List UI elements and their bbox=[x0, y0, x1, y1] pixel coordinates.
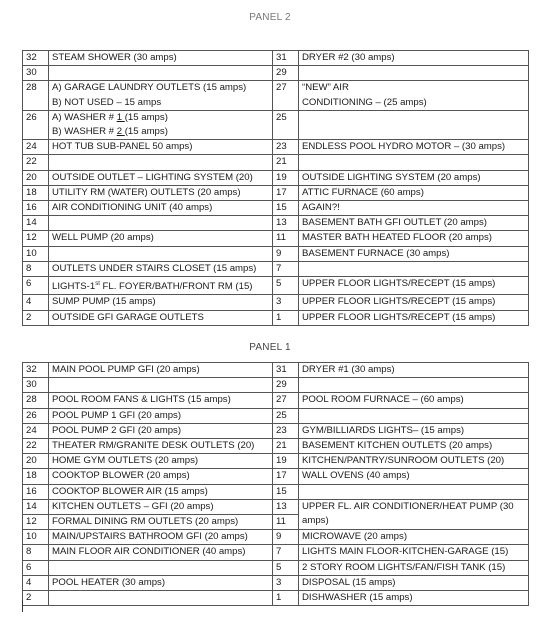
circuit-label-right bbox=[299, 408, 529, 423]
circuit-label-line: LIGHTS-1st FL. FOYER/BATH/FRONT RM (15) bbox=[52, 281, 253, 293]
circuit-number-left: 10 bbox=[23, 246, 49, 261]
circuit-label-right bbox=[299, 140, 529, 155]
circuit-label-right bbox=[299, 591, 529, 606]
circuit-number-left: 4 bbox=[23, 295, 49, 310]
circuit-label-left bbox=[49, 560, 273, 575]
circuit-label-left bbox=[49, 575, 273, 590]
circuit-label-left bbox=[49, 484, 273, 499]
circuit-number-right: 13 bbox=[273, 499, 299, 514]
circuit-number-left: 20 bbox=[23, 170, 49, 185]
circuit-number-left: 2 bbox=[23, 591, 49, 606]
table-row bbox=[23, 201, 529, 216]
table-row bbox=[23, 530, 529, 545]
circuit-label-line: B) NOT USED – 15 amps bbox=[52, 96, 162, 108]
circuit-number-right: 17 bbox=[273, 185, 299, 200]
circuit-label-line: DISHWASHER (15 amps) bbox=[302, 592, 413, 604]
circuit-label-line: AIR CONDITIONING UNIT (40 amps) bbox=[52, 202, 213, 214]
circuit-number-left: 18 bbox=[23, 185, 49, 200]
circuit-number-left: 12 bbox=[23, 231, 49, 246]
circuit-label-line: LIGHTS MAIN FLOOR-KITCHEN-GARAGE (15) bbox=[302, 546, 509, 558]
table-row bbox=[23, 393, 529, 408]
circuit-label-left bbox=[49, 454, 273, 469]
circuit-label-right bbox=[299, 560, 529, 575]
table-row bbox=[23, 469, 529, 484]
table-row bbox=[23, 295, 529, 310]
circuit-label-right bbox=[299, 201, 529, 216]
circuit-number-right: 23 bbox=[273, 423, 299, 438]
circuit-number-right: 7 bbox=[273, 261, 299, 276]
circuit-label-line: UPPER FLOOR LIGHTS/RECEPT (15 amps) bbox=[302, 278, 496, 290]
circuit-label-line: THEATER RM/GRANITE DESK OUTLETS (20) bbox=[52, 440, 255, 452]
circuit-label-line: FORMAL DINING RM OUTLETS (20 amps) bbox=[52, 516, 239, 528]
circuit-label-right bbox=[299, 295, 529, 310]
table-row bbox=[23, 231, 529, 246]
circuit-label-left bbox=[49, 170, 273, 185]
circuit-label-right bbox=[299, 216, 529, 231]
circuit-number-right: 29 bbox=[273, 378, 299, 393]
circuit-label-line bbox=[52, 561, 272, 575]
table-row bbox=[23, 423, 529, 438]
circuit-label-left bbox=[49, 216, 273, 231]
circuit-number-left: 8 bbox=[23, 261, 49, 276]
circuit-label-line: A) WASHER # 1 (15 amps) bbox=[52, 111, 168, 123]
table-row bbox=[23, 575, 529, 590]
circuit-label-line: POOL PUMP 2 GFI (20 amps) bbox=[52, 424, 182, 436]
circuit-number-left: 20 bbox=[23, 454, 49, 469]
table-row bbox=[23, 378, 529, 393]
circuit-label-line bbox=[302, 378, 528, 392]
circuit-label-line: OUTLETS UNDER STAIRS CLOSET (15 amps) bbox=[52, 262, 257, 274]
circuit-number-right: 9 bbox=[273, 246, 299, 261]
circuit-label-line bbox=[302, 155, 528, 169]
circuit-label-right bbox=[299, 231, 529, 246]
panel-1-table bbox=[22, 362, 529, 606]
circuit-number-left: 4 bbox=[23, 575, 49, 590]
circuit-label-left bbox=[49, 277, 273, 295]
circuit-label-line bbox=[52, 247, 272, 261]
circuit-label-line bbox=[52, 378, 272, 392]
circuit-label-left bbox=[49, 140, 273, 155]
circuit-number-left: 2 bbox=[23, 310, 49, 325]
circuit-label-line: UPPER FLOOR LIGHTS/RECEPT (15 amps) bbox=[302, 311, 496, 323]
circuit-label-right bbox=[299, 439, 529, 454]
circuit-number-right: 27 bbox=[273, 393, 299, 408]
circuit-label-left bbox=[49, 515, 273, 530]
circuit-label-line: HOT TUB SUB-PANEL 50 amps) bbox=[52, 141, 193, 153]
circuit-label-left bbox=[49, 363, 273, 378]
circuit-label-right bbox=[299, 393, 529, 408]
circuit-number-right: 3 bbox=[273, 575, 299, 590]
circuit-label-right bbox=[299, 469, 529, 484]
circuit-label-line: GYM/BILLIARDS LIGHTS– (15 amps) bbox=[302, 424, 465, 436]
circuit-label-line: “NEW” AIR bbox=[302, 82, 349, 94]
circuit-label-line: MASTER BATH HEATED FLOOR (20 amps) bbox=[302, 232, 492, 244]
circuit-number-right: 13 bbox=[273, 216, 299, 231]
circuit-label-line: COOKTOP BLOWER AIR (15 amps) bbox=[52, 485, 208, 497]
circuit-number-right: 31 bbox=[273, 51, 299, 66]
circuit-number-right: 23 bbox=[273, 140, 299, 155]
circuit-number-left: 16 bbox=[23, 484, 49, 499]
table-row bbox=[23, 310, 529, 325]
circuit-label-right bbox=[299, 378, 529, 393]
circuit-label-line: BASEMENT BATH GFI OUTLET (20 amps) bbox=[302, 217, 487, 229]
circuit-label-right bbox=[299, 484, 529, 499]
circuit-label-left bbox=[49, 51, 273, 66]
circuit-label-left bbox=[49, 110, 273, 139]
circuit-number-right: 5 bbox=[273, 277, 299, 295]
table-row bbox=[23, 81, 529, 110]
panel-2-title: PANEL 2 bbox=[249, 12, 291, 23]
circuit-number-left: 14 bbox=[23, 499, 49, 514]
circuit-number-left: 26 bbox=[23, 408, 49, 423]
table-row bbox=[23, 484, 529, 499]
circuit-number-right: 1 bbox=[273, 310, 299, 325]
circuit-label-line bbox=[302, 111, 528, 125]
circuit-label-right bbox=[299, 310, 529, 325]
circuit-label-right bbox=[299, 51, 529, 66]
circuit-label-line bbox=[52, 591, 272, 605]
circuit-label-line: STEAM SHOWER (30 amps) bbox=[52, 52, 177, 63]
circuit-label-line bbox=[52, 66, 272, 80]
circuit-label-right bbox=[299, 170, 529, 185]
circuit-number-right: 19 bbox=[273, 170, 299, 185]
circuit-number-right: 21 bbox=[273, 439, 299, 454]
table-row bbox=[23, 155, 529, 170]
circuit-number-right: 9 bbox=[273, 530, 299, 545]
circuit-number-right: 25 bbox=[273, 110, 299, 139]
circuit-label-line bbox=[52, 155, 272, 169]
table-row bbox=[23, 51, 529, 66]
circuit-label-right bbox=[299, 66, 529, 81]
circuit-label-right bbox=[299, 246, 529, 261]
circuit-label-line bbox=[302, 409, 528, 423]
circuit-label-line: CONDITIONING – (25 amps) bbox=[302, 96, 427, 108]
circuit-number-right: 21 bbox=[273, 155, 299, 170]
circuit-label-line: KITCHEN/PANTRY/SUNROOM OUTLETS (20) bbox=[302, 455, 505, 467]
circuit-label-line: amps) bbox=[302, 515, 329, 527]
circuit-number-left: 8 bbox=[23, 545, 49, 560]
circuit-label-right bbox=[299, 454, 529, 469]
circuit-label-line bbox=[52, 216, 272, 230]
circuit-label-line: UPPER FL. AIR CONDITIONER/HEAT PUMP (30 bbox=[302, 500, 514, 512]
circuit-label-left bbox=[49, 261, 273, 276]
circuit-number-right: 27 bbox=[273, 81, 299, 110]
circuit-label-left bbox=[49, 231, 273, 246]
circuit-number-right: 17 bbox=[273, 469, 299, 484]
circuit-label-line: MAIN FLOOR AIR CONDITIONER (40 amps) bbox=[52, 546, 246, 558]
circuit-label-right bbox=[299, 499, 529, 529]
table-row bbox=[23, 560, 529, 575]
circuit-number-left: 30 bbox=[23, 378, 49, 393]
circuit-label-left bbox=[49, 295, 273, 310]
circuit-label-line: POOL ROOM FANS & LIGHTS (15 amps) bbox=[52, 394, 231, 406]
circuit-number-right: 5 bbox=[273, 560, 299, 575]
circuit-label-line: UTILITY RM (WATER) OUTLETS (20 amps) bbox=[52, 186, 241, 198]
circuit-label-left bbox=[49, 408, 273, 423]
circuit-number-left: 28 bbox=[23, 393, 49, 408]
circuit-label-left bbox=[49, 66, 273, 81]
circuit-label-right bbox=[299, 575, 529, 590]
circuit-label-line: BASEMENT FURNACE (30 amps) bbox=[302, 247, 450, 259]
table-row bbox=[23, 439, 529, 454]
circuit-label-right bbox=[299, 545, 529, 560]
circuit-label-line: MAIN POOL PUMP GFI (20 amps) bbox=[52, 364, 200, 375]
panel-2-table bbox=[22, 50, 529, 326]
circuit-label-line: WELL PUMP (20 amps) bbox=[52, 232, 154, 244]
panel-1-title: PANEL 1 bbox=[249, 342, 291, 353]
circuit-label-line: POOL HEATER (30 amps) bbox=[52, 576, 166, 588]
circuit-number-right: 15 bbox=[273, 484, 299, 499]
circuit-label-left bbox=[49, 439, 273, 454]
circuit-label-left bbox=[49, 530, 273, 545]
circuit-number-left: 10 bbox=[23, 530, 49, 545]
table-row bbox=[23, 140, 529, 155]
circuit-label-right bbox=[299, 110, 529, 139]
circuit-label-left bbox=[49, 393, 273, 408]
circuit-label-right bbox=[299, 277, 529, 295]
circuit-label-line bbox=[302, 66, 528, 80]
circuit-label-right bbox=[299, 81, 529, 110]
text-cursor bbox=[22, 600, 23, 612]
table-row bbox=[23, 216, 529, 231]
table-row bbox=[23, 277, 529, 295]
table-row bbox=[23, 261, 529, 276]
table-row bbox=[23, 499, 529, 514]
circuit-label-line: UPPER FLOOR LIGHTS/RECEPT (15 amps) bbox=[302, 296, 496, 308]
circuit-number-left: 22 bbox=[23, 155, 49, 170]
circuit-label-line: HOME GYM OUTLETS (20 amps) bbox=[52, 455, 199, 467]
circuit-label-left bbox=[49, 378, 273, 393]
circuit-label-line: POOL PUMP 1 GFI (20 amps) bbox=[52, 409, 182, 421]
circuit-number-right: 11 bbox=[273, 515, 299, 530]
circuit-label-left bbox=[49, 310, 273, 325]
circuit-label-line: A) GARAGE LAUNDRY OUTLETS (15 amps) bbox=[52, 82, 247, 94]
circuit-label-left bbox=[49, 499, 273, 514]
circuit-label-line: KITCHEN OUTLETS – GFI (20 amps) bbox=[52, 500, 214, 512]
table-row bbox=[23, 185, 529, 200]
circuit-label-line: ENDLESS POOL HYDRO MOTOR – (30 amps) bbox=[302, 141, 506, 153]
circuit-label-line: MAIN/UPSTAIRS BATHROOM GFI (20 amps) bbox=[52, 531, 248, 543]
circuit-number-left: 12 bbox=[23, 515, 49, 530]
circuit-label-right bbox=[299, 363, 529, 378]
table-row bbox=[23, 66, 529, 81]
circuit-label-line bbox=[302, 262, 528, 276]
circuit-label-left bbox=[49, 469, 273, 484]
circuit-label-left bbox=[49, 81, 273, 110]
circuit-label-left bbox=[49, 201, 273, 216]
circuit-label-left bbox=[49, 423, 273, 438]
circuit-number-right: 3 bbox=[273, 295, 299, 310]
circuit-number-left: 22 bbox=[23, 439, 49, 454]
circuit-label-line: B) WASHER # 2 (15 amps) bbox=[52, 126, 168, 138]
circuit-label-line: DRYER #1 (30 amps) bbox=[302, 364, 395, 375]
circuit-number-left: 32 bbox=[23, 363, 49, 378]
circuit-number-right: 15 bbox=[273, 201, 299, 216]
circuit-number-left: 24 bbox=[23, 140, 49, 155]
circuit-label-line: SUMP PUMP (15 amps) bbox=[52, 296, 156, 308]
circuit-number-left: 24 bbox=[23, 423, 49, 438]
circuit-label-line: OUTSIDE GFI GARAGE OUTLETS bbox=[52, 311, 204, 323]
circuit-number-left: 28 bbox=[23, 81, 49, 110]
circuit-label-line: MICROWAVE (20 amps) bbox=[302, 531, 408, 543]
circuit-number-right: 25 bbox=[273, 408, 299, 423]
circuit-label-line: ATTIC FURNACE (60 amps) bbox=[302, 186, 424, 198]
circuit-label-line: DRYER #2 (30 amps) bbox=[302, 52, 395, 63]
circuit-label-line: WALL OVENS (40 amps) bbox=[302, 470, 410, 482]
circuit-number-left: 18 bbox=[23, 469, 49, 484]
circuit-label-line: COOKTOP BLOWER (20 amps) bbox=[52, 470, 190, 482]
circuit-label-line: BASEMENT KITCHEN OUTLETS (20 amps) bbox=[302, 440, 493, 452]
circuit-label-right bbox=[299, 530, 529, 545]
table-row bbox=[23, 170, 529, 185]
circuit-label-line: AGAIN?! bbox=[302, 202, 340, 214]
circuit-label-line: POOL ROOM FURNACE – (60 amps) bbox=[302, 394, 464, 406]
table-row bbox=[23, 454, 529, 469]
circuit-label-right bbox=[299, 423, 529, 438]
circuit-label-line: OUTSIDE LIGHTING SYSTEM (20 amps) bbox=[302, 171, 481, 183]
table-row bbox=[23, 591, 529, 606]
circuit-label-right bbox=[299, 185, 529, 200]
circuit-number-right: 19 bbox=[273, 454, 299, 469]
table-row bbox=[23, 408, 529, 423]
circuit-number-right: 31 bbox=[273, 363, 299, 378]
circuit-label-line: OUTSIDE OUTLET – LIGHTING SYSTEM (20) bbox=[52, 171, 253, 183]
circuit-label-line: 2 STORY ROOM LIGHTS/FAN/FISH TANK (15) bbox=[302, 561, 506, 573]
circuit-number-left: 32 bbox=[23, 51, 49, 66]
circuit-label-left bbox=[49, 545, 273, 560]
circuit-label-left bbox=[49, 155, 273, 170]
circuit-number-right: 11 bbox=[273, 231, 299, 246]
circuit-number-left: 30 bbox=[23, 66, 49, 81]
circuit-label-left bbox=[49, 591, 273, 606]
circuit-label-left bbox=[49, 246, 273, 261]
table-row bbox=[23, 246, 529, 261]
circuit-number-left: 26 bbox=[23, 110, 49, 139]
table-row bbox=[23, 110, 529, 139]
circuit-number-left: 6 bbox=[23, 277, 49, 295]
circuit-label-left bbox=[49, 185, 273, 200]
table-row bbox=[23, 545, 529, 560]
circuit-number-left: 14 bbox=[23, 216, 49, 231]
circuit-number-right: 29 bbox=[273, 66, 299, 81]
circuit-number-right: 7 bbox=[273, 545, 299, 560]
table-row bbox=[23, 363, 529, 378]
circuit-number-left: 16 bbox=[23, 201, 49, 216]
circuit-number-right: 1 bbox=[273, 591, 299, 606]
circuit-label-right bbox=[299, 261, 529, 276]
circuit-number-left: 6 bbox=[23, 560, 49, 575]
circuit-label-right bbox=[299, 155, 529, 170]
circuit-label-line bbox=[302, 485, 528, 499]
circuit-label-line: DISPOSAL (15 amps) bbox=[302, 576, 396, 588]
